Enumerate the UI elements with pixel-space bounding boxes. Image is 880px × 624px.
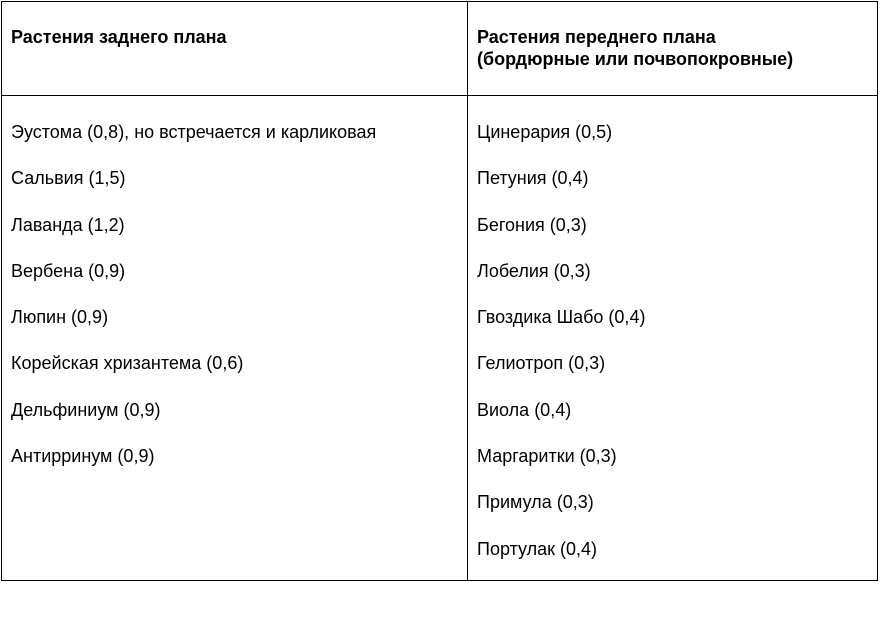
list-item: Маргаритки (0,3) (477, 446, 617, 467)
column-divider (467, 2, 468, 580)
list-item: Гелиотроп (0,3) (477, 353, 606, 374)
header-divider (2, 95, 877, 96)
list-item: Эустома (0,8), но встречается и карликовая (11, 122, 377, 142)
list-item: Вербена (0,9) (11, 260, 126, 281)
list-item: Антирринум (0,9) (11, 446, 155, 467)
list-item: Люпин (0,9) (11, 307, 109, 328)
list-item: Портулак (0,4) (477, 538, 598, 559)
list-item: Гвоздика Шабо (0,4) (477, 307, 646, 328)
foreground-plants-list (477, 118, 872, 581)
header-foreground-plants: Растения переднего плана (бордюрные или почвопокровные) (477, 27, 794, 69)
header-background-plants: Растения заднего плана (11, 27, 227, 47)
list-item: Сальвия (1,5) (11, 168, 126, 189)
list-item: Лаванда (1,2) (11, 214, 125, 235)
list-item: Цинерария (0,5) (477, 122, 613, 142)
list-item: Бегония (0,3) (477, 214, 587, 235)
background-plants-list (11, 118, 461, 488)
plants-table (1, 1, 878, 581)
list-item: Петуния (0,4) (477, 168, 589, 189)
list-item: Дельфиниум (0,9) (11, 399, 161, 420)
list-item: Виола (0,4) (477, 399, 572, 420)
list-item: Примула (0,3) (477, 492, 594, 513)
list-item: Лобелия (0,3) (477, 260, 591, 281)
list-item: Корейская хризантема (0,6) (11, 353, 244, 374)
